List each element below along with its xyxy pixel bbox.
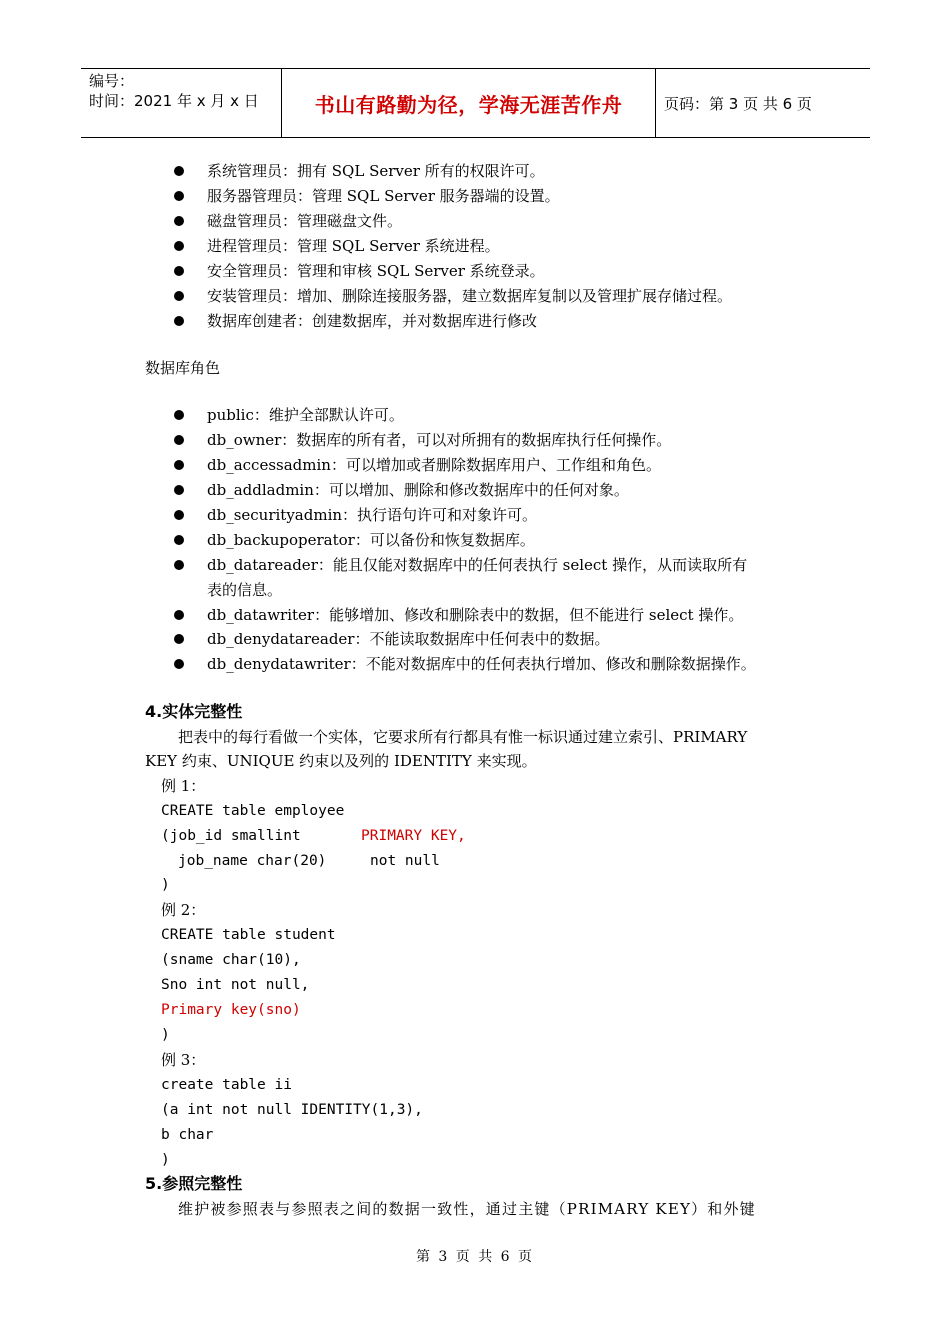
document-number: 编号： [89, 72, 135, 90]
code-line: (sname char(10), [161, 952, 301, 968]
list-item: public：维护全部默认许可。 [207, 406, 404, 424]
list-item: db_securityadmin：执行语句许可和对象许可。 [207, 506, 538, 524]
list-item: 安全管理员：管理和审核 SQL Server 系统登录。 [207, 262, 545, 280]
bullet-icon [174, 435, 184, 445]
bullet-icon [174, 216, 184, 226]
db-roles-title: 数据库角色 [145, 359, 221, 377]
bullet-icon [174, 316, 184, 326]
list-item: db_owner：数据库的所有者，可以对所拥有的数据库执行任何操作。 [207, 431, 672, 449]
list-item: 安装管理员：增加、删除连接服务器，建立数据库复制以及管理扩展存储过程。 [207, 287, 733, 305]
section-heading: 4.实体完整性 [145, 702, 243, 721]
list-item: 磁盘管理员：管理磁盘文件。 [207, 212, 403, 230]
code-line: job_name char(20) [178, 853, 327, 869]
code-line: create table ii [161, 1077, 292, 1093]
bullet-icon [174, 560, 184, 570]
bullet-icon [174, 266, 184, 276]
header-divider [655, 69, 656, 137]
bullet-icon [174, 166, 184, 176]
bullet-icon [174, 241, 184, 251]
bullet-icon [174, 191, 184, 201]
list-item: db_denydatawriter：不能对数据库中的任何表执行增加、修改和删除数据操作。 [207, 655, 756, 673]
header-page-info: 页码：第 3 页 共 6 页 [664, 94, 812, 113]
code-line: CREATE table employee [161, 803, 345, 819]
list-item-continuation: 表的信息。 [207, 581, 283, 599]
example-label: 例 3： [161, 1051, 206, 1069]
list-item: db_accessadmin：可以增加或者删除数据库用户、工作组和角色。 [207, 456, 661, 474]
code-line: ) [161, 1152, 170, 1168]
code-line: (a int not null IDENTITY(1,3), [161, 1102, 423, 1118]
page-footer: 第 3 页 共 6 页 [415, 1249, 535, 1265]
list-item: 系统管理员：拥有 SQL Server 所有的权限许可。 [207, 162, 545, 180]
example-label: 例 2： [161, 901, 206, 919]
paragraph: KEY 约束、UNIQUE 约束以及列的 IDENTITY 来实现。 [145, 752, 537, 770]
list-item: db_denydatareader：不能读取数据库中任何表中的数据。 [207, 630, 610, 648]
document-date: 时间：2021 年 x 月 x 日 [89, 92, 259, 110]
paragraph: 维护被参照表与参照表之间的数据一致性，通过主键（PRIMARY KEY）和外键 [178, 1200, 756, 1218]
code-keyword: Primary key(sno) [161, 1002, 301, 1018]
code-keyword: PRIMARY KEY, [361, 828, 466, 844]
bullet-icon [174, 659, 184, 669]
list-item: 数据库创建者：创建数据库，并对数据库进行修改 [207, 312, 538, 330]
list-item: 服务器管理员：管理 SQL Server 服务器端的设置。 [207, 187, 560, 205]
bullet-icon [174, 535, 184, 545]
code-line: not null [370, 853, 440, 869]
bullet-icon [174, 410, 184, 420]
list-item: db_datareader：能且仅能对数据库中的任何表执行 select 操作，从而读取所有 [207, 556, 748, 574]
code-line: ) [161, 877, 170, 893]
bullet-icon [174, 460, 184, 470]
header-meta [89, 71, 259, 111]
bullet-icon [174, 510, 184, 520]
section-heading: 5.参照完整性 [145, 1174, 243, 1193]
list-item: db_backupoperator：可以备份和恢复数据库。 [207, 531, 535, 549]
bullet-icon [174, 291, 184, 301]
bullet-icon [174, 634, 184, 644]
page-header [81, 68, 870, 138]
list-item: 进程管理员：管理 SQL Server 系统进程。 [207, 237, 500, 255]
example-label: 例 1： [161, 777, 206, 795]
code-line: (job_id smallint [161, 828, 301, 844]
code-line: b char [161, 1127, 214, 1143]
bullet-icon [174, 610, 184, 620]
paragraph: 把表中的每行看做一个实体，它要求所有行都具有惟一标识通过建立索引、PRIMARY [178, 728, 748, 746]
code-line: CREATE table student [161, 927, 336, 943]
code-line: Sno int not null, [161, 977, 310, 993]
list-item: db_datawriter：能够增加、修改和删除表中的数据，但不能进行 select 操作。 [207, 606, 744, 624]
bullet-icon [174, 485, 184, 495]
code-line: ) [161, 1027, 170, 1043]
list-item: db_addladmin：可以增加、删除和修改数据库中的任何对象。 [207, 481, 629, 499]
header-motto: 书山有路勤为径，学海无涯苦作舟 [314, 92, 623, 117]
